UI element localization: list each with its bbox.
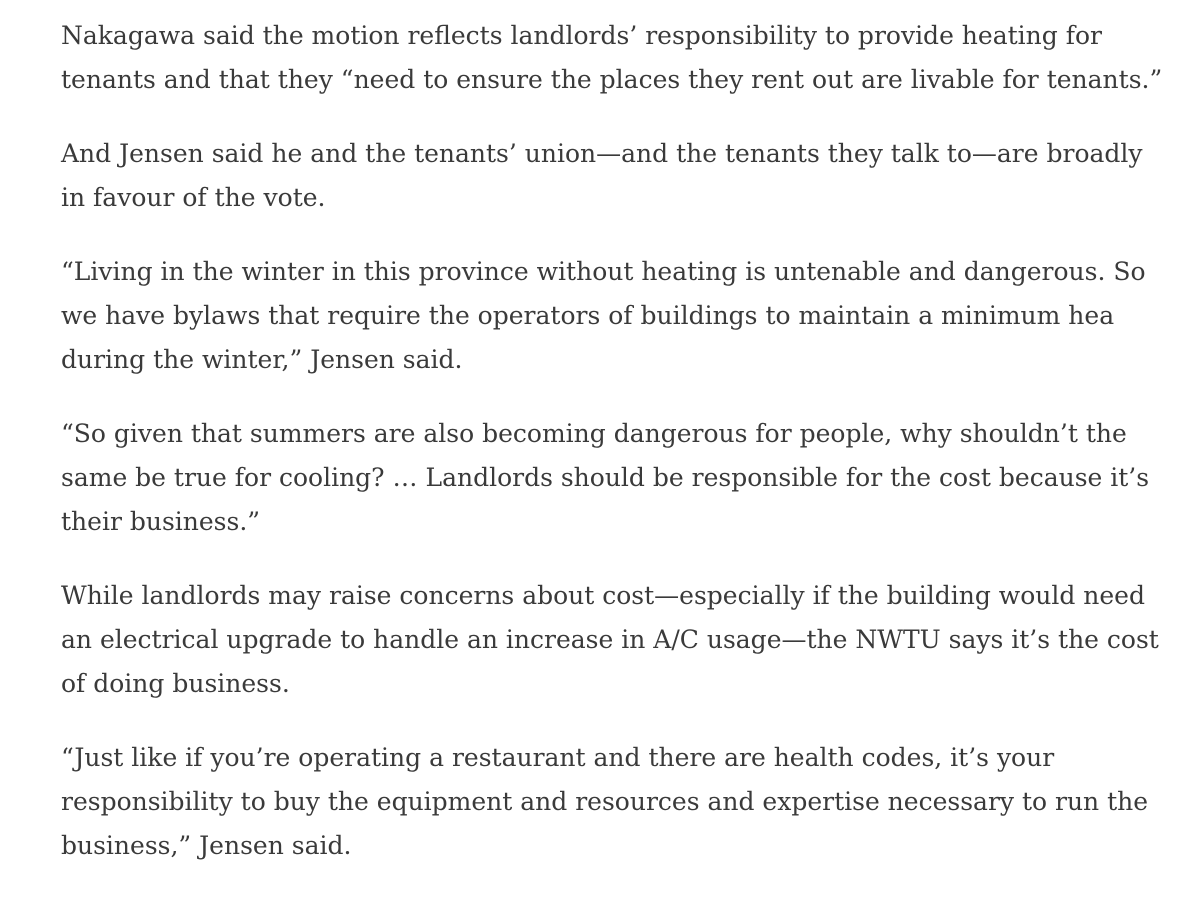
paragraph-cooling-quote — [61, 412, 1150, 544]
text-line: their business.” — [61, 507, 261, 536]
text-line: tenants and that they “need to ensure the places they rent out are livable for tenants.” — [61, 65, 1163, 94]
text-line: business,” Jensen said. — [61, 831, 352, 860]
article-body — [61, 14, 1163, 898]
text-line: we have bylaws that require the operators of buildings to maintain a minimum hea — [61, 301, 1115, 330]
text-line: “Just like if you’re operating a restaurant and there are health codes, it’s your — [61, 743, 1055, 772]
paragraph-winter-quote — [61, 250, 1146, 382]
paragraph-jensen-union — [61, 132, 1141, 220]
text-line: “So given that summers are also becoming dangerous for people, why shouldn’t the — [61, 419, 1127, 448]
text-line: While landlords may raise concerns about cost—especially if the building would need — [61, 581, 1145, 610]
paragraph-nakagawa-motion — [61, 14, 1163, 102]
text-line: in favour of the vote. — [61, 183, 326, 212]
text-line: “Living in the winter in this province without heating is untenable and dangerous. So — [61, 257, 1146, 286]
text-line: responsibility to buy the equipment and resources and expertise necessary to run the — [61, 787, 1149, 816]
text-line: during the winter,” Jensen said. — [61, 345, 463, 374]
paragraph-restaurant-quote — [61, 736, 1149, 868]
paragraph-landlord-cost — [61, 574, 1159, 706]
text-line: of doing business. — [61, 669, 290, 698]
text-line: And Jensen said he and the tenants’ union—and the tenants they talk to—are broadly — [61, 139, 1143, 168]
text-line: Nakagawa said the motion reflects landlords’ responsibility to provide heating for — [61, 21, 1102, 50]
text-line: an electrical upgrade to handle an increase in A/C usage—the NWTU says it’s the cost — [61, 625, 1159, 654]
text-line: same be true for cooling? … Landlords should be responsible for the cost because it’s — [61, 463, 1150, 492]
